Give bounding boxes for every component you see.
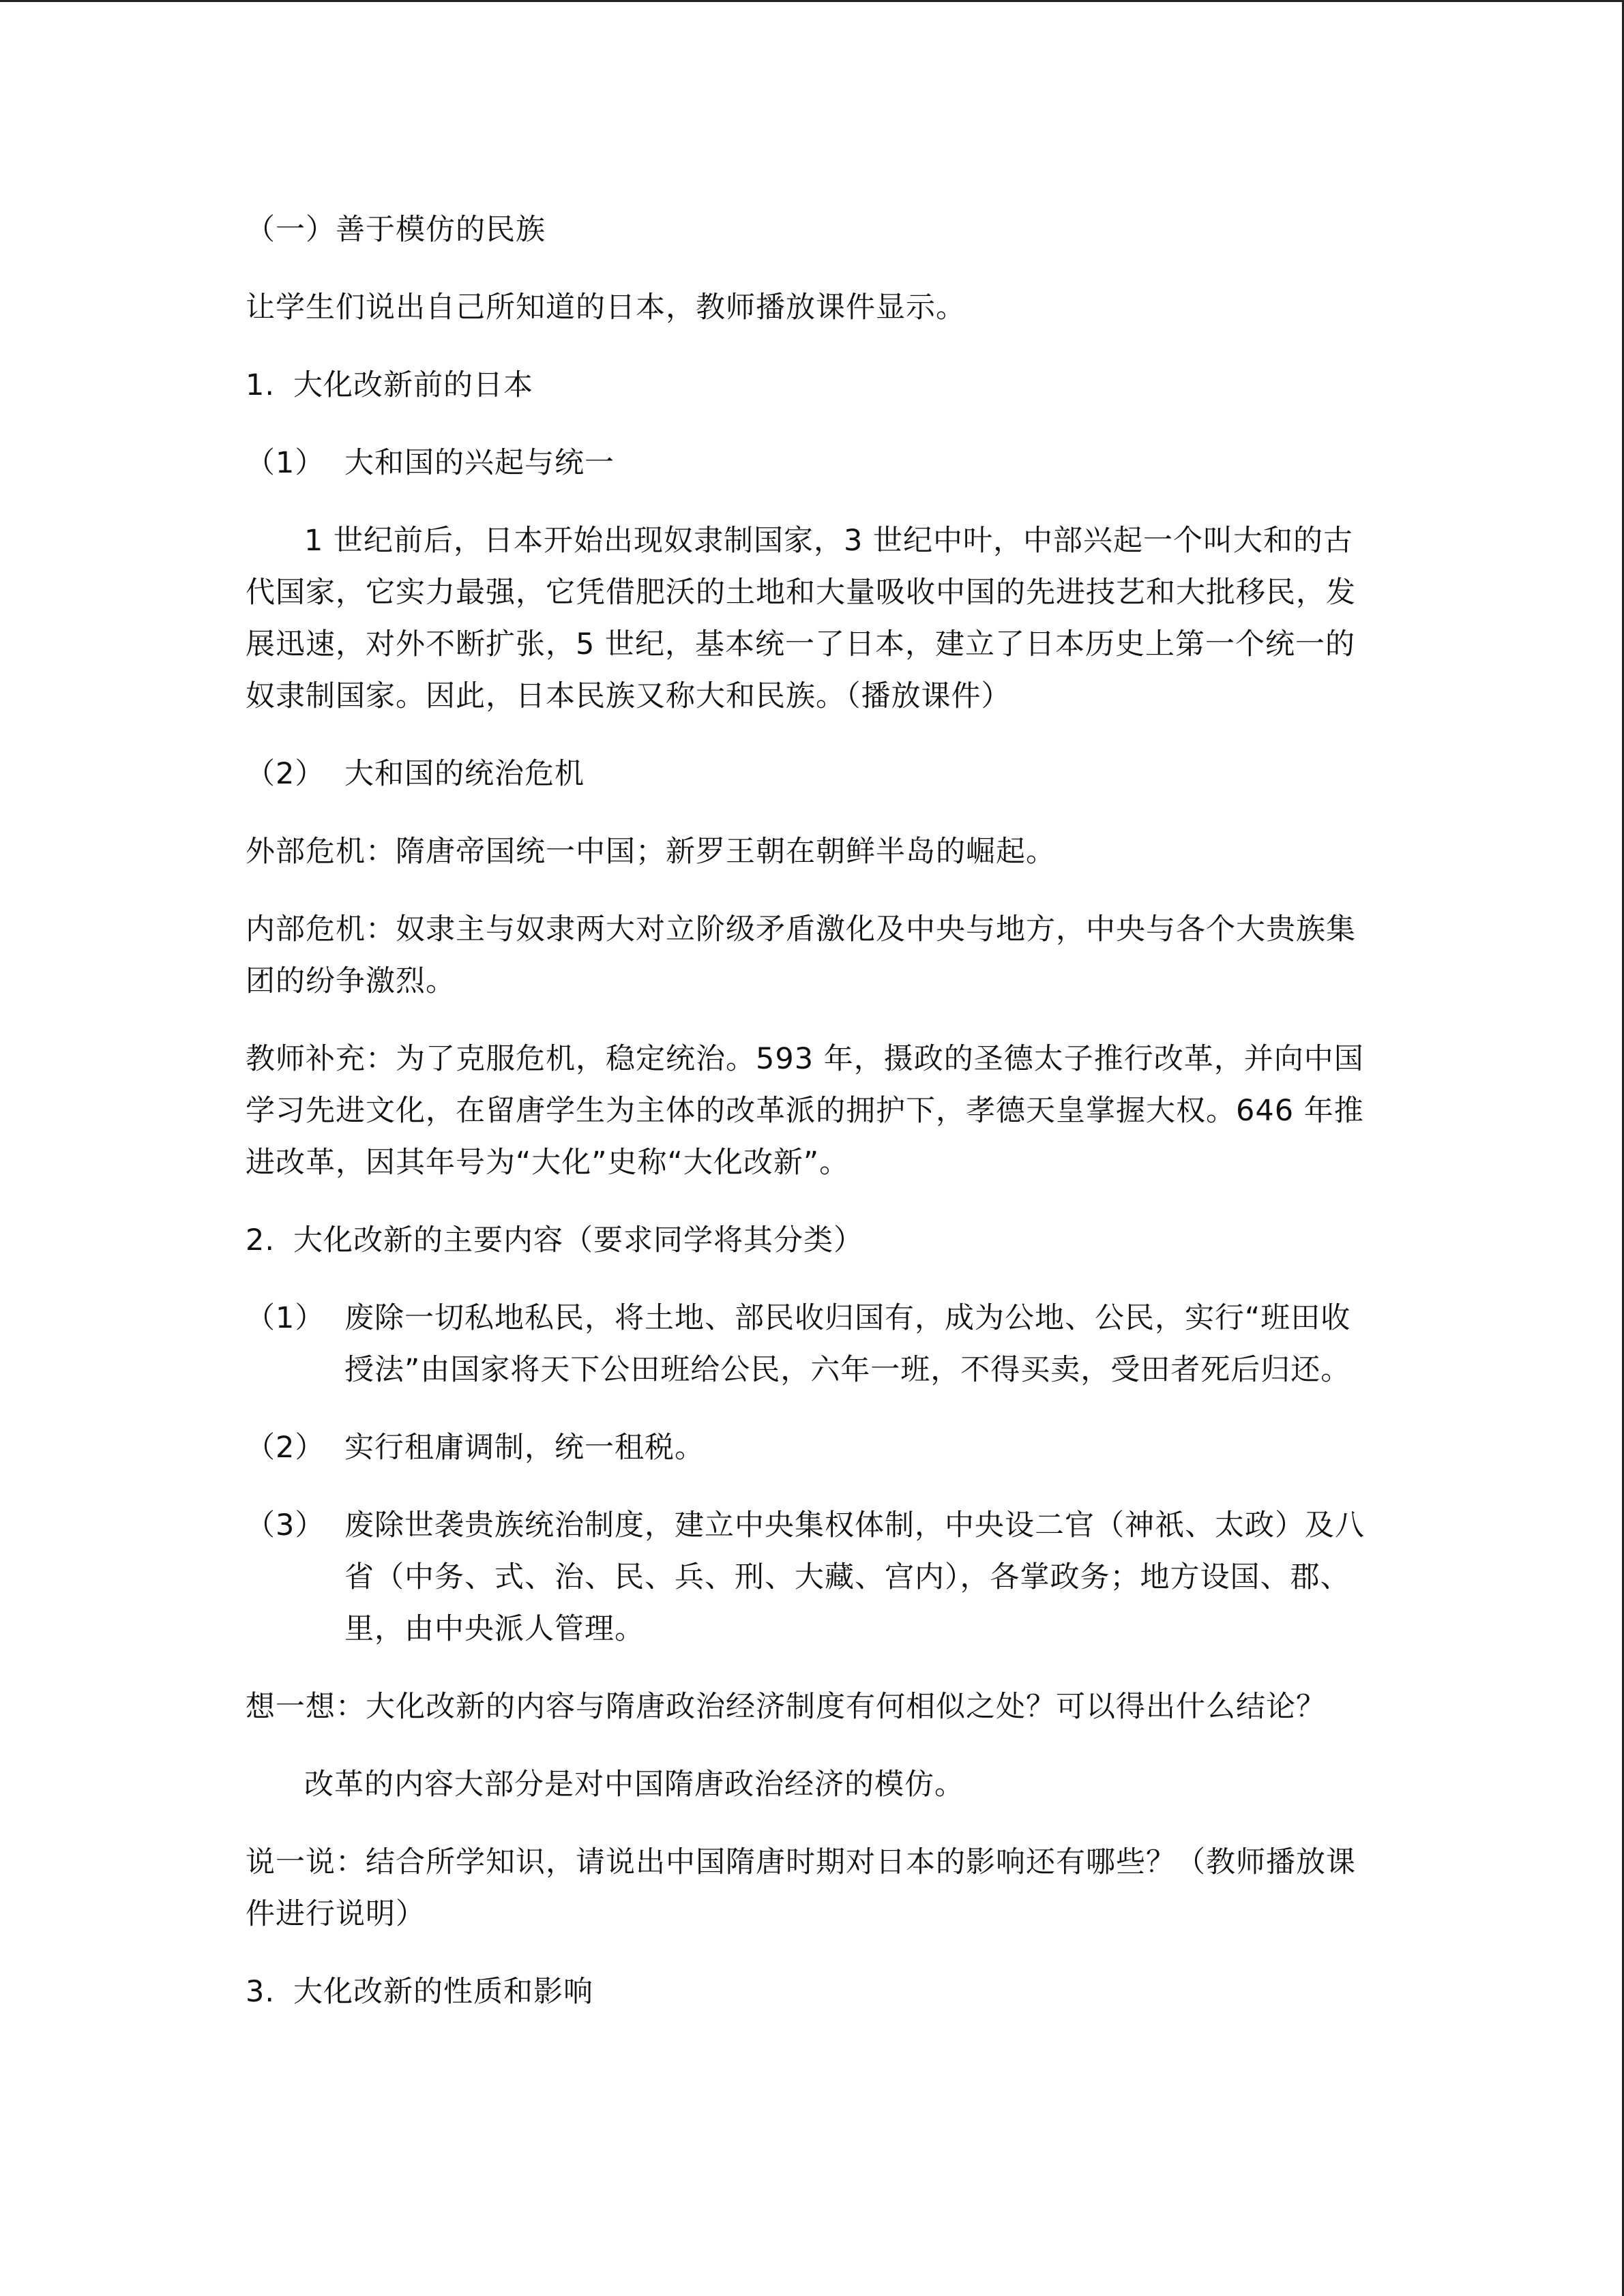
external-crisis: 外部危机：隋唐帝国统一中国；新罗王朝在朝鲜半岛的崛起。 — [246, 835, 1056, 869]
reform-item-marker: （2） — [246, 1431, 325, 1465]
think-question: 想一想：大化改新的内容与隋唐政治经济制度有何相似之处？可以得出什么结论？ — [246, 1690, 1326, 1724]
part1-heading — [246, 359, 1378, 411]
reform-item — [246, 1292, 1378, 1396]
reform-item-text: 实行租庸调制，统一租税。 — [344, 1431, 705, 1465]
reform-item — [246, 1422, 1378, 1474]
part2-title: 大化改新的主要内容（要求同学将其分类） — [293, 1223, 863, 1257]
part1-sub1-title: 大和国的兴起与统一 — [344, 446, 615, 480]
part3-number: 3. — [246, 1975, 276, 2009]
reform-item-marker: （3） — [246, 1508, 325, 1542]
document-body — [246, 204, 1378, 2044]
part1-sub2-title: 大和国的统治危机 — [344, 757, 585, 791]
teacher-note: 教师补充：为了克服危机，稳定统治。593 年，摄政的圣德太子推行改革，并向中国学习先进文化，在留唐学生为主体的改革派的拥护下，孝德天皇掌握大权。646 年推进改革，因其年号为“大化”史称“大化改新”。 — [246, 1042, 1364, 1180]
intro-paragraph: 让学生们说出自己所知道的日本，教师播放课件显示。 — [246, 290, 966, 325]
part2-number: 2. — [246, 1223, 276, 1257]
part1-title: 大化改新前的日本 — [293, 368, 533, 402]
reform-item-text: 废除世袭贵族统治制度，建立中央集权体制，中央设二官（神祇、太政）及八省（中务、式、治、民、兵、刑、大藏、宫内），各掌政务；地方设国、郡、里，由中央派人管理。 — [344, 1508, 1365, 1646]
part1-sub1-marker: （1） — [246, 446, 325, 480]
discuss-question: 说一说：结合所学知识，请说出中国隋唐时期对日本的影响还有哪些？（教师播放课件进行说明） — [246, 1845, 1356, 1931]
think-answer: 改革的内容大部分是对中国隋唐政治经济的模仿。 — [304, 1768, 964, 1802]
section-heading: （一）善于模仿的民族 — [246, 213, 546, 247]
reform-item — [246, 1500, 1378, 1655]
internal-crisis: 内部危机：奴隶主与奴隶两大对立阶级矛盾激化及中央与地方，中央与各个大贵族集团的纷争激烈。 — [246, 912, 1356, 998]
reform-item-text: 废除一切私地私民，将土地、部民收归国有，成为公地、公民，实行“班田收授法”由国家将天下公田班给公民，六年一班，不得买卖，受田者死后归还。 — [344, 1301, 1351, 1387]
part2-heading — [246, 1214, 1378, 1266]
reform-item-marker: （1） — [246, 1301, 325, 1335]
yamato-paragraph: 1 世纪前后，日本开始出现奴隶制国家，3 世纪中叶，中部兴起一个叫大和的古代国家，它实力最强，它凭借肥沃的土地和大量吸收中国的先进技艺和大批移民，发展迅速，对外不断扩张，5 世纪，基本统一了日本，建立了日本历史上第一个统一的奴隶制国家。因此，日本民族又称大和民族。（播放课件） — [246, 524, 1356, 713]
part1-sub1-heading — [246, 437, 1378, 489]
part3-title: 大化改新的性质和影响 — [293, 1975, 593, 2009]
part1-sub2-marker: （2） — [246, 757, 325, 791]
part1-sub2-heading — [246, 748, 1378, 800]
part1-number: 1. — [246, 368, 276, 402]
part3-heading — [246, 1966, 1378, 2018]
